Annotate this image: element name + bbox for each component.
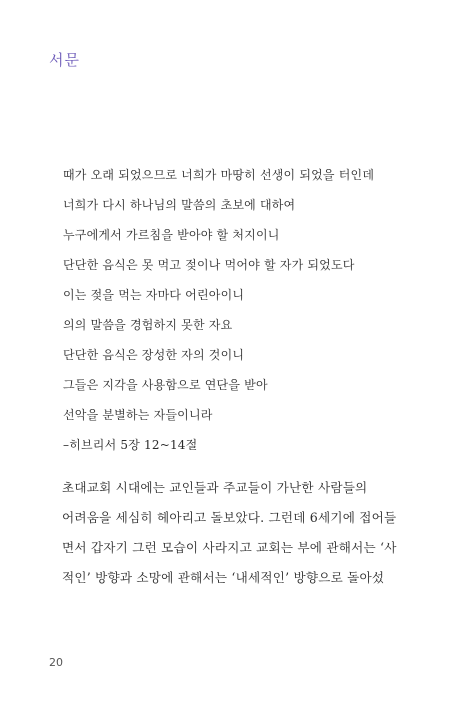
body-paragraph: [62, 473, 442, 593]
verse-line: 단단한 음식은 못 먹고 젖이나 먹어야 할 자가 되었도다: [63, 258, 355, 272]
section-title: 서문: [49, 51, 80, 69]
paragraph-line: 면서 갑자기 그런 모습이 사라지고 교회는 부에 관해서는 ‘사: [62, 540, 397, 555]
page-number: 20: [49, 656, 63, 669]
scripture-reference: –히브리서 5장 12~14절: [63, 438, 198, 452]
paragraph-line: 적인’ 방향과 소망에 관해서는 ‘내세적인’ 방향으로 돌아섰: [62, 570, 385, 585]
verse-line: 때가 오래 되었으므로 너희가 마땅히 선생이 되었을 터인데: [63, 168, 375, 182]
paragraph-line: 초대교회 시대에는 교인들과 주교들이 가난한 사람들의: [62, 480, 368, 495]
verse-line: 의의 말씀을 경험하지 못한 자요: [63, 318, 233, 332]
verse-line: 그들은 지각을 사용함으로 연단을 받아: [63, 378, 268, 392]
verse-line: 이는 젖을 먹는 자마다 어린아이니: [63, 288, 245, 302]
scripture-quote: [63, 160, 443, 460]
verse-line: 단단한 음식은 장성한 자의 것이니: [63, 348, 245, 362]
verse-line: 너희가 다시 하나님의 말씀의 초보에 대하여: [63, 198, 296, 212]
verse-line: 누구에게서 가르침을 받아야 할 처지이니: [63, 228, 280, 242]
paragraph-line: 어려움을 세심히 헤아리고 돌보았다. 그런데 6세기에 접어들: [62, 510, 397, 525]
verse-line: 선악을 분별하는 자들이니라: [63, 408, 213, 422]
